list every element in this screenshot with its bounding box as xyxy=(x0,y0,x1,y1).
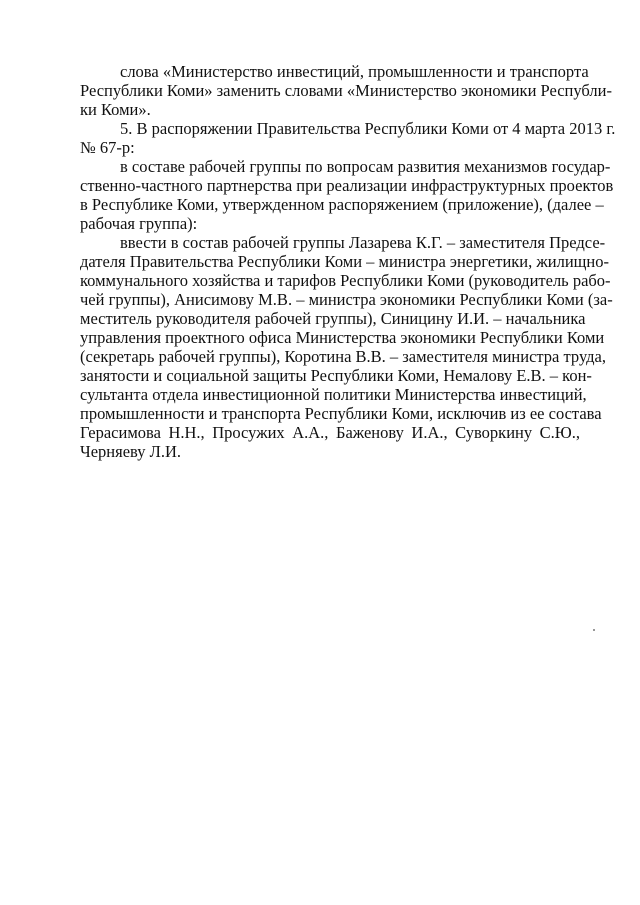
text-line: меститель руководителя рабочей группы), Синицину И.И. – начальника xyxy=(80,309,586,328)
text-line: сультанта отдела инвестиционной политики Министерства инвестиций, xyxy=(80,385,587,404)
text-line: (секретарь рабочей группы), Коротина В.В. – заместителя министра труда, xyxy=(80,347,607,366)
text-line: ввести в состав рабочей группы Лазарева К.Г. – заместителя Предсе- xyxy=(120,233,606,252)
text-line: ственно-частного партнерства при реализации инфраструктурных проектов xyxy=(80,176,614,195)
text-line: в составе рабочей группы по вопросам развития механизмов государ- xyxy=(120,157,611,176)
text-line: № 67-р: xyxy=(80,138,135,157)
scan-speck xyxy=(593,629,595,631)
text-line: в Республике Коми, утвержденном распоряжением (приложение), (далее – xyxy=(80,195,604,214)
text-line: чей группы), Анисимову М.В. – министра экономики Республики Коми (за- xyxy=(80,290,613,309)
text-line: Герасимова Н.Н., Просужих А.А., Баженову И.А., Суворкину С.Ю., xyxy=(80,423,580,442)
text-line: управления проектного офиса Министерства экономики Республики Коми xyxy=(80,328,605,347)
text-line: Республики Коми» заменить словами «Министерство экономики Республи- xyxy=(80,81,612,100)
text-line: рабочая группа): xyxy=(80,214,198,233)
text-line: Черняеву Л.И. xyxy=(80,442,181,461)
text-line: слова «Министерство инвестиций, промышленности и транспорта xyxy=(120,62,589,81)
text-line: 5. В распоряжении Правительства Республики Коми от 4 марта 2013 г. xyxy=(120,119,616,138)
text-line: дателя Правительства Республики Коми – министра энергетики, жилищно- xyxy=(80,252,609,271)
document-body xyxy=(80,62,616,461)
text-line: промышленности и транспорта Республики Коми, исключив из ее состава xyxy=(80,404,602,423)
text-line: ки Коми». xyxy=(80,100,151,119)
text-line: занятости и социальной защиты Республики Коми, Немалову Е.В. – кон- xyxy=(80,366,592,385)
text-line: коммунального хозяйства и тарифов Республики Коми (руководитель рабо- xyxy=(80,271,611,290)
